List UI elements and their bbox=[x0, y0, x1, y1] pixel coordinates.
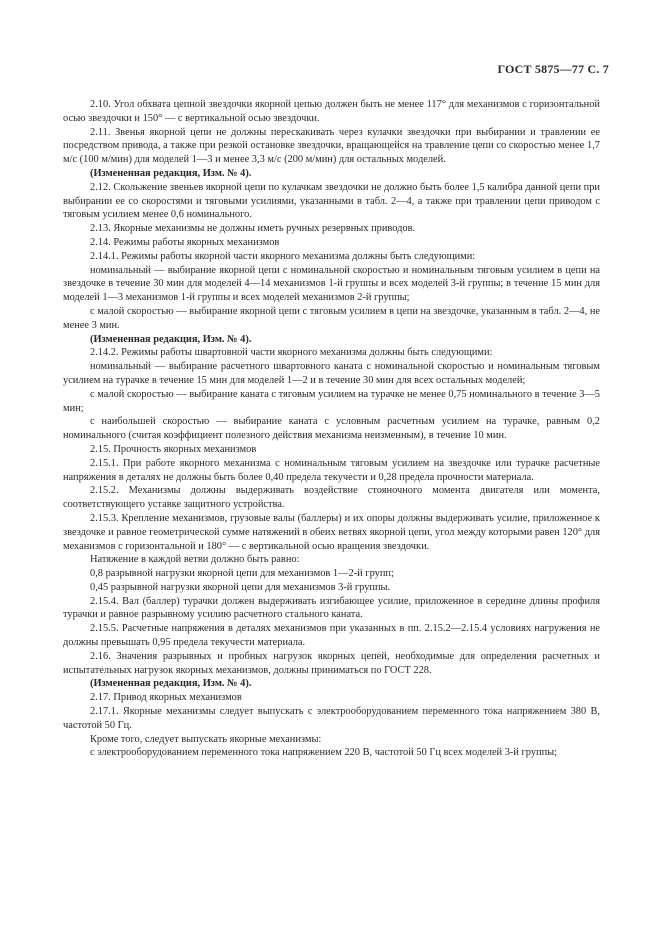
paragraph: 2.16. Значения разрывных и пробных нагрузок якорных цепей, необходимые для определения расчетных и испытательных нагрузок якорных механизмов, должны приниматься по ГОСТ 228. bbox=[63, 650, 600, 676]
page-header: ГОСТ 5875—77 С. 7 bbox=[497, 62, 609, 76]
paragraph: с электрооборудованием переменного тока напряжением 220 В, частотой 50 Гц всех моделей 3-й группы; bbox=[90, 747, 558, 759]
paragraph: 2.14.1. Режимы работы якорной части якорного механизма должны быть следующими: bbox=[90, 250, 476, 262]
document-body bbox=[63, 98, 600, 760]
paragraph: с малой скоростью — выбирание якорной цепи с тяговым усилием в цепи на звездочке, указанным в табл. 2—4, не менее 3 мин. bbox=[63, 305, 600, 331]
paragraph: 2.13. Якорные механизмы не должны иметь ручных резервных приводов. bbox=[90, 223, 416, 235]
paragraph: 2.10. Угол обхвата цепной звездочки якорной цепью должен быть не менее 117° для механизмов с горизонтальной осью звездочки и 150° — с вертикальной осью звездочки. bbox=[63, 99, 600, 124]
paragraph: номинальный — выбирание якорной цепи с номинальной скоростью и номинальным тяговым усилием в цепи на звездочке в течение 30 мин для моделей 4—14 механизмов 1-й группы и всех моделей 3-й группы; в течение 15 мин для моделей 1—3 механизмов 1-й группы и всех моделей механизмов 2-й группы; bbox=[63, 264, 600, 304]
paragraph: 2.15.4. Вал (баллер) турачки должен выдерживать изгибающее усилие, приложенное в середине длины профиля турачки и равное разрывному усилию расчетного стального каната. bbox=[63, 595, 600, 621]
amendment-note: (Измененная редакция, Изм. № 4). bbox=[90, 167, 252, 179]
paragraph: номинальный — выбирание расчетного швартовного каната с номинальной скоростью и номинальным тяговым усилием на турачке в течение 15 мин для моделей 1—2 и в течение 30 мин для всех остальных моделей; bbox=[63, 361, 600, 386]
paragraph: Натяжение в каждой ветви должно быть равно: bbox=[90, 554, 300, 566]
paragraph: 2.14.2. Режимы работы швартовной части якорного механизма должны быть следующими: bbox=[90, 347, 493, 359]
paragraph: 2.15. Прочность якорных механизмов bbox=[90, 443, 257, 455]
paragraph: 2.15.5. Расчетные напряжения в деталях механизмов при указанных в пп. 2.15.2—2.15.4 условиях нагружения не должны превышать 0,95 предела текучести материала. bbox=[63, 623, 600, 649]
paragraph: 2.15.1. При работе якорного механизма с номинальным тяговым усилием на звездочке или турачке расчетные напряжения в деталях не должны быть более 0,40 предела текучести и 0,28 предела прочности материала. bbox=[63, 457, 600, 483]
paragraph: с малой скоростью — выбирание каната с тяговым усилием на турачке не менее 0,75 номинального в течение 3—5 мин; bbox=[63, 388, 600, 414]
paragraph: 2.17.1. Якорные механизмы следует выпускать с электрооборудованием переменного тока напряжением 380 В, частотой 50 Гц. bbox=[63, 706, 600, 731]
amendment-note: (Измененная редакция, Изм. № 4). bbox=[90, 678, 252, 690]
paragraph: с наибольшей скоростью — выбирание каната с условным расчетным усилием на турачке, равным 0,2 номинального (считая коэффициент полезного действия механизма неизменным), в течение 10 мин. bbox=[63, 416, 600, 442]
paragraph: 0,45 разрывной нагрузки якорной цепи для механизмов 3-й группы. bbox=[90, 581, 391, 593]
paragraph: 2.12. Скольжение звеньев якорной цепи по кулачкам звездочки не должно быть более 1,5 калибра данной цепи при выбирании ее со скоростями и тяговыми усилиями, указанными в табл. 2—4, а также при травлении цепи приводом с тяговым усилием менее 0,6 номинального. bbox=[63, 181, 600, 221]
paragraph: 2.14. Режимы работы якорных механизмов bbox=[90, 236, 280, 248]
amendment-note: (Измененная редакция, Изм. № 4). bbox=[90, 333, 252, 345]
paragraph: 2.15.2. Механизмы должны выдерживать воздействие стояночного момента двигателя или момента, соответствующего уставке защитного устройства. bbox=[63, 485, 600, 511]
paragraph: 2.15.3. Крепление механизмов, грузовые валы (баллеры) и их опоры должны выдерживать усилие, приложенное к звездочке и равное геометрической сумме натяжений в обеих ветвях якорной цепи, угол между которыми равен 120° для механизмов с горизонтальной и 180° — с вертикальной осью вращения звездочки. bbox=[63, 512, 600, 552]
paragraph: 2.11. Звенья якорной цепи не должны перескакивать через кулачки звездочки при выбирании и травлении ее посредством привода, а также при резкой остановке звездочки, вращающейся на травление цепи со скоростью менее 1,7 м/с (100 м/мин) для моделей 1—3 и менее 3,3 м/с (200 м/мин) для остальных моделей. bbox=[63, 126, 600, 166]
paragraph: 0,8 разрывной нагрузки якорной цепи для механизмов 1—2-й групп; bbox=[90, 568, 394, 580]
paragraph: 2.17. Привод якорных механизмов bbox=[90, 692, 242, 704]
paragraph: Кроме того, следует выпускать якорные механизмы: bbox=[90, 733, 322, 745]
